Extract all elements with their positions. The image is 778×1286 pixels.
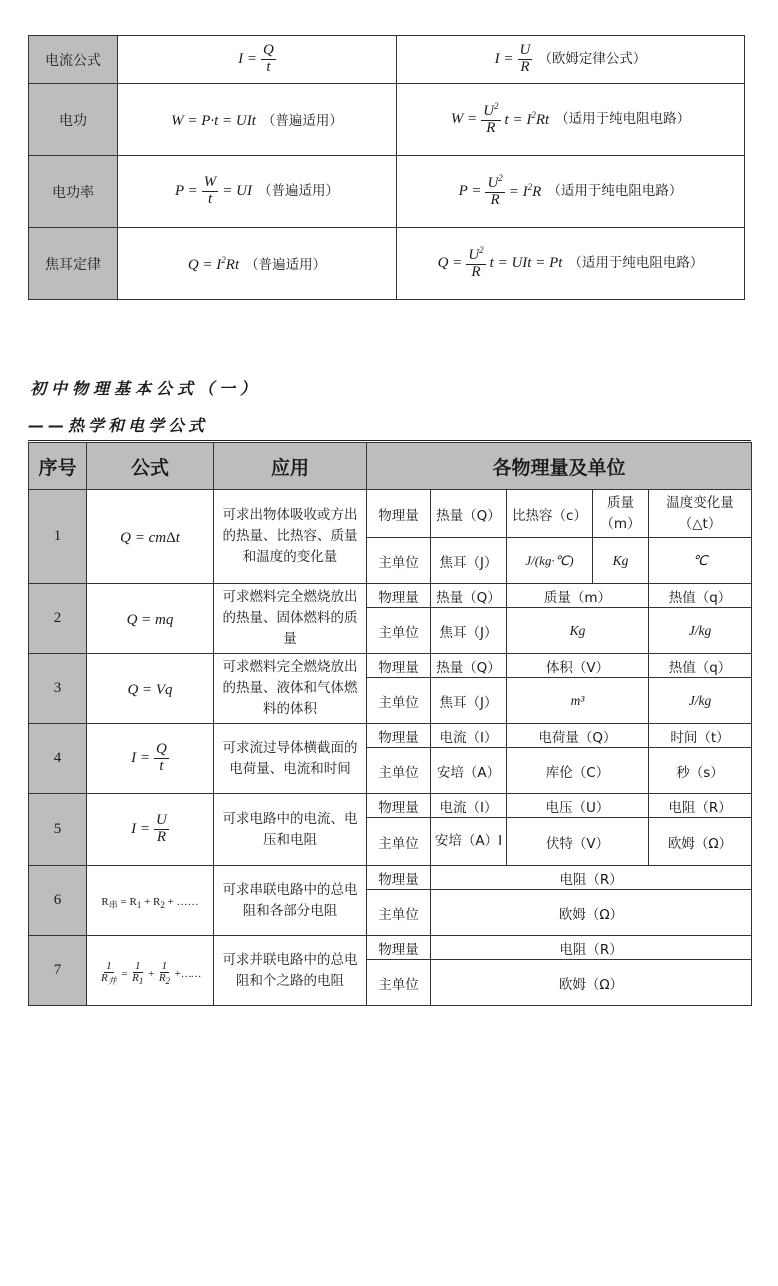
table-row [29, 156, 745, 228]
unit-label: 主单位 [367, 748, 431, 794]
quantity-label: 物理量 [367, 866, 431, 890]
row-index: 4 [29, 724, 87, 794]
unit-cell: 欧姆（Ω） [649, 818, 752, 866]
row-index: 3 [29, 654, 87, 724]
formula-cell: W = P·t = UIt （普遍适用） [118, 84, 397, 156]
quantity-cell: 质量（m） [507, 584, 649, 608]
formula-cell: I = $\frac{U}{R}$ （欧姆定律公式） [397, 36, 745, 84]
unit-label: 主单位 [367, 890, 431, 936]
application-cell: 可求燃料完全燃烧放出的热量、液体和气体燃料的体积 [214, 654, 367, 724]
quantity-label: 物理量 [367, 584, 431, 608]
formula-cell: P = $\frac{U^2}{R}$ = $I^2R$ （适用于纯电阻电路） [397, 156, 745, 228]
quantity-cell: 比热容（c） [507, 490, 593, 538]
formula-cell: Q = mq [87, 584, 214, 654]
header-application: 应用 [214, 443, 367, 490]
page-title: 初中物理基本公式（一） [30, 379, 262, 398]
unit-label: 主单位 [367, 538, 431, 584]
divider [28, 440, 751, 441]
row-index: 2 [29, 584, 87, 654]
unit-cell: Kg [507, 608, 649, 654]
unit-cell: J/kg [649, 678, 752, 724]
quantity-label: 物理量 [367, 724, 431, 748]
quantity-cell: 电阻（R） [649, 794, 752, 818]
formula-cell: I = $\frac{U}{R}$ [87, 794, 214, 866]
formula-cell: I = $\frac{Q}{t}$ [87, 724, 214, 794]
row-label: 电功 [29, 84, 118, 156]
unit-label: 主单位 [367, 678, 431, 724]
table-row [29, 228, 745, 300]
table-row [29, 866, 752, 890]
quantity-cell: 电流（I） [431, 794, 507, 818]
row-label: 焦耳定律 [29, 228, 118, 300]
header-formula: 公式 [87, 443, 214, 490]
unit-cell: J/(kg·℃) [507, 538, 593, 584]
unit-cell: 安培（A） [431, 748, 507, 794]
header-row [29, 443, 752, 490]
formula-cell: $R_串 = R_1 + R_2$ + …… [87, 866, 214, 936]
unit-cell: 焦耳（J） [431, 608, 507, 654]
table-row [29, 794, 752, 818]
unit-cell: 伏特（V） [507, 818, 649, 866]
unit-cell: 安培（A）I [431, 818, 507, 866]
unit-cell: 欧姆（Ω） [431, 890, 752, 936]
unit-cell: Kg [593, 538, 649, 584]
application-cell: 可求电路中的电流、电压和电阻 [214, 794, 367, 866]
quantity-label: 物理量 [367, 794, 431, 818]
quantity-cell: 体积（V） [507, 654, 649, 678]
row-index: 6 [29, 866, 87, 936]
quantity-cell: 电阻（R） [431, 866, 752, 890]
table-row [29, 36, 745, 84]
table-row [29, 936, 752, 960]
formula-cell: Q = $\frac{U^2}{R}$ t = UIt = Pt （适用于纯电阻电路） [397, 228, 745, 300]
formula-table [28, 442, 752, 1006]
quantity-cell: 热量（Q） [431, 654, 507, 678]
table-row [29, 654, 752, 678]
row-index: 5 [29, 794, 87, 866]
quantity-cell: 温度变化量（△t） [649, 490, 752, 538]
unit-label: 主单位 [367, 960, 431, 1006]
application-cell: 可求并联电路中的总电阻和个之路的电阻 [214, 936, 367, 1006]
application-cell: 可求燃料完全燃烧放出的热量、固体燃料的质量 [214, 584, 367, 654]
formula-cell: Q = cmΔt [87, 490, 214, 584]
quantity-cell: 电阻（R） [431, 936, 752, 960]
table-row [29, 584, 752, 608]
table-row [29, 84, 745, 156]
header-units: 各物理量及单位 [367, 443, 752, 490]
application-cell: 可求串联电路中的总电阻和各部分电阻 [214, 866, 367, 936]
application-cell: 可求流过导体横截面的电荷量、电流和时间 [214, 724, 367, 794]
quantity-cell: 热值（q） [649, 654, 752, 678]
table-row [29, 490, 752, 538]
quantity-cell: 质量（m） [593, 490, 649, 538]
quantity-label: 物理量 [367, 490, 431, 538]
quantity-label: 物理量 [367, 936, 431, 960]
unit-cell: ℃ [649, 538, 752, 584]
header-index: 序号 [29, 443, 87, 490]
unit-cell: 欧姆（Ω） [431, 960, 752, 1006]
unit-cell: 焦耳（J） [431, 538, 507, 584]
quantity-cell: 时间（t） [649, 724, 752, 748]
formula-cell: I = $\frac{Q}{t}$ [118, 36, 397, 84]
unit-label: 主单位 [367, 818, 431, 866]
quantity-label: 物理量 [367, 654, 431, 678]
formula-cell: Q = Vq [87, 654, 214, 724]
formula-cell: $\frac{1}{R_并}$ = $\frac{1}{R_1}$ + $\frac{1}{R_2}$ +…… [87, 936, 214, 1006]
application-cell: 可求出物体吸收或方出的热量、比热容、质量和温度的变化量 [214, 490, 367, 584]
quantity-cell: 热量（Q） [431, 490, 507, 538]
quantity-cell: 电流（I） [431, 724, 507, 748]
electric-formula-table [28, 35, 745, 300]
page-subtitle: ——热学和电学公式 [28, 416, 209, 435]
unit-cell: J/kg [649, 608, 752, 654]
unit-cell: 秒（s） [649, 748, 752, 794]
row-index: 1 [29, 490, 87, 584]
quantity-cell: 热值（q） [649, 584, 752, 608]
formula-cell: $Q = I^2Rt$ （普遍适用） [118, 228, 397, 300]
row-index: 7 [29, 936, 87, 1006]
quantity-cell: 电压（U） [507, 794, 649, 818]
unit-label: 主单位 [367, 608, 431, 654]
row-label: 电功率 [29, 156, 118, 228]
unit-cell: 焦耳（J） [431, 678, 507, 724]
quantity-cell: 热量（Q） [431, 584, 507, 608]
row-label: 电流公式 [29, 36, 118, 84]
unit-cell: 库伦（C） [507, 748, 649, 794]
formula-cell: P = $\frac{W}{t}$ = UI （普遍适用） [118, 156, 397, 228]
formula-cell: W = $\frac{U^2}{R}$ $t = I^2Rt$ （适用于纯电阻电路） [397, 84, 745, 156]
unit-cell: m³ [507, 678, 649, 724]
quantity-cell: 电荷量（Q） [507, 724, 649, 748]
table-row [29, 724, 752, 748]
